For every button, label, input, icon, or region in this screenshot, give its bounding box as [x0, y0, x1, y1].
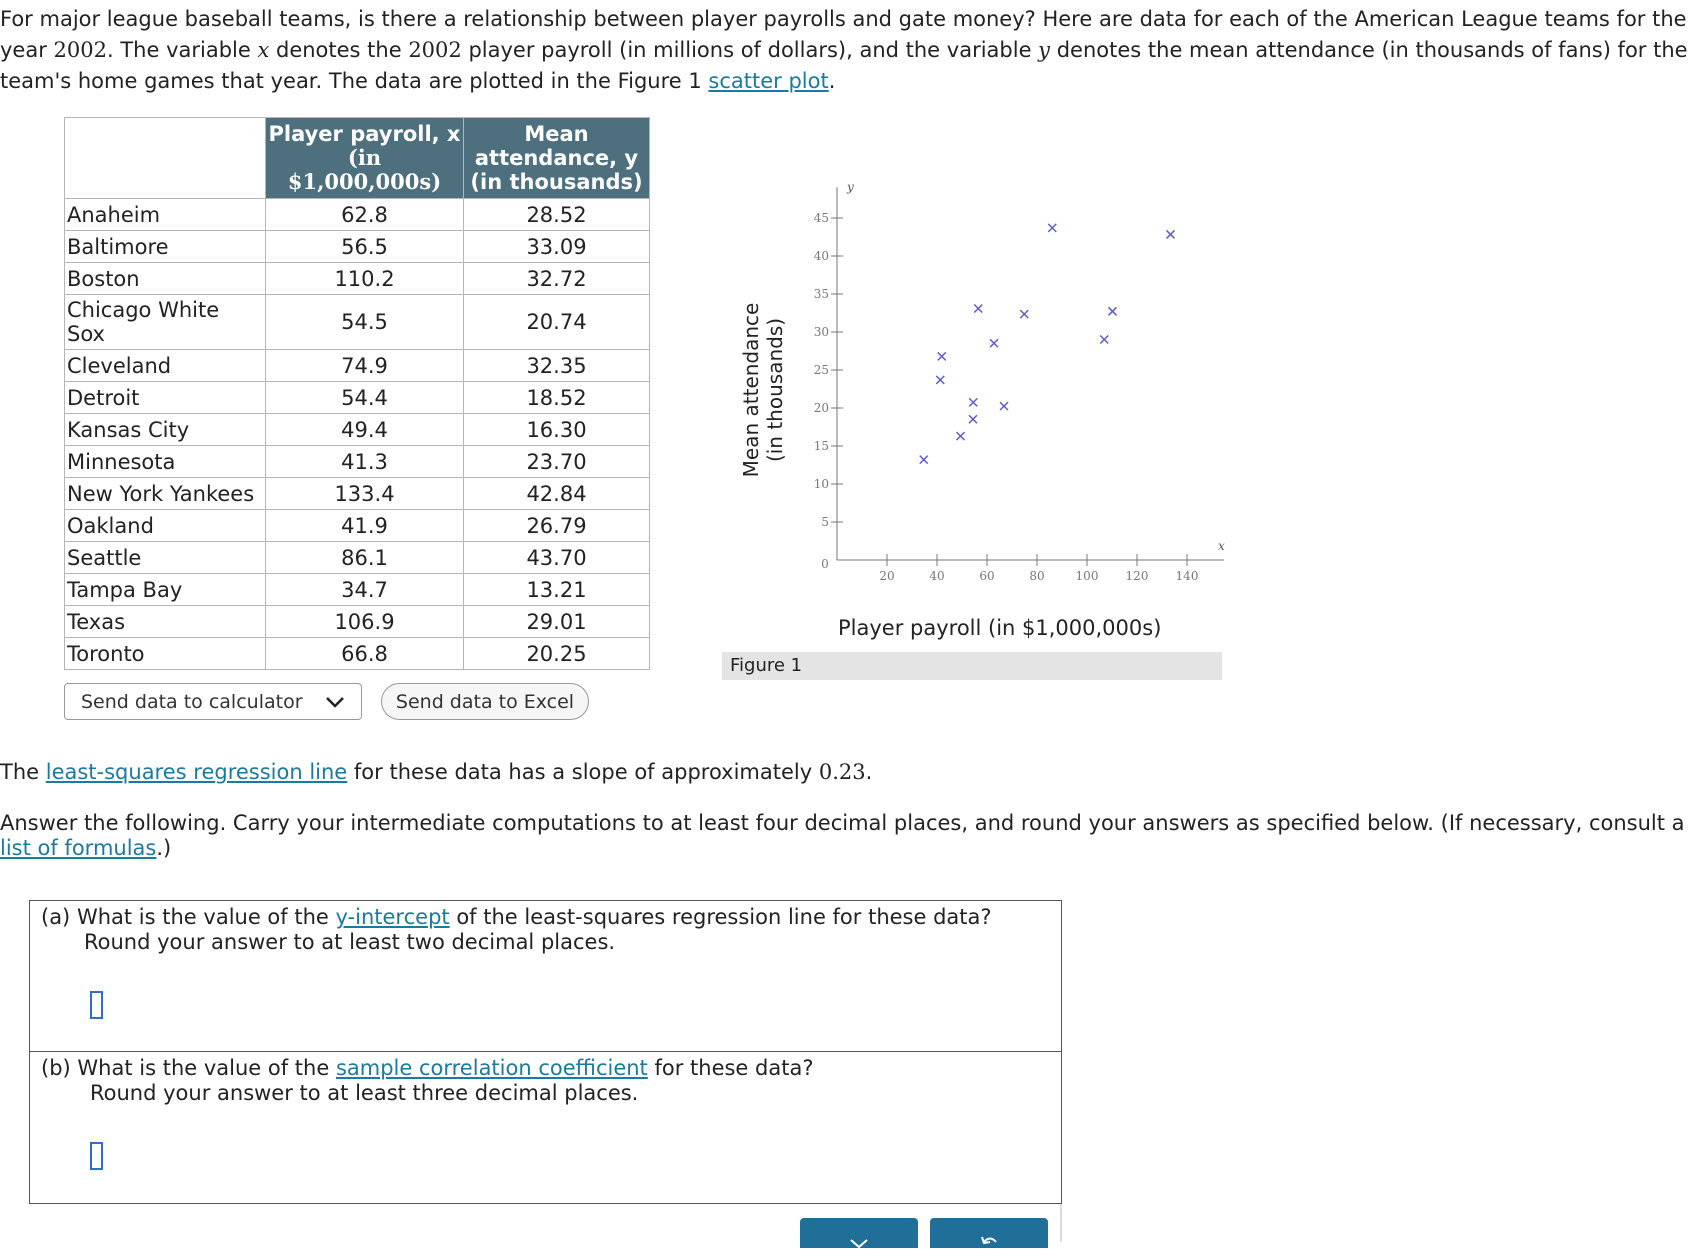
- attendance-cell: 13.21: [464, 574, 650, 606]
- attendance-header-line3: (in thousands): [470, 170, 643, 194]
- question-a-text-part: of the least-squares regression line for these data?: [449, 905, 992, 929]
- table-row: [65, 414, 650, 446]
- clear-button[interactable]: [800, 1218, 918, 1248]
- scatter-point: [990, 339, 998, 347]
- scatter-point: [1020, 310, 1028, 318]
- team-cell: Detroit: [65, 382, 266, 414]
- figure-caption-text: Figure 1: [730, 655, 803, 676]
- send-to-excel-button[interactable]: [381, 683, 589, 720]
- attendance-cell: 33.09: [464, 231, 650, 263]
- x-tick-label: 60: [979, 569, 995, 583]
- question-a-text: [41, 905, 992, 955]
- table-row: [65, 606, 650, 638]
- team-cell: Kansas City: [65, 414, 266, 446]
- chevron-down-icon: [323, 690, 347, 714]
- scatter-point: [1109, 307, 1117, 315]
- table-row: [65, 263, 650, 295]
- y-tick-label: 40: [813, 249, 829, 263]
- scatter-point: [938, 352, 946, 360]
- instructions-text: Answer the following. Carry your intermediate computations to at least four decimal places, and round your answers as specified below. (If necessary, consult a: [0, 811, 1685, 835]
- question-a-panel: [29, 900, 1062, 1052]
- team-cell: Tampa Bay: [65, 574, 266, 606]
- regression-text: The: [0, 760, 46, 784]
- payroll-cell: 110.2: [266, 263, 464, 295]
- scatter-point: [974, 305, 982, 313]
- answer-b-input[interactable]: [90, 1142, 103, 1170]
- question-b-panel: [29, 1051, 1062, 1204]
- attendance-header-line2: attendance, y: [474, 146, 639, 170]
- intro-year: 2002: [53, 38, 107, 62]
- payroll-cell: 56.5: [266, 231, 464, 263]
- attendance-cell: 42.84: [464, 478, 650, 510]
- regression-text: .: [865, 760, 873, 784]
- list-of-formulas-link[interactable]: list of formulas: [0, 836, 157, 860]
- payroll-cell: 34.7: [266, 574, 464, 606]
- attendance-cell: 28.52: [464, 199, 650, 231]
- question-b-text-part: for these data?: [647, 1056, 814, 1080]
- x-tick-label: 120: [1125, 569, 1149, 583]
- problem-intro: [0, 4, 1700, 97]
- y-tick-label: 45: [813, 211, 829, 225]
- attendance-cell: 20.74: [464, 295, 650, 350]
- x-tick-label: 100: [1075, 569, 1099, 583]
- x-tick-label: 40: [929, 569, 945, 583]
- y-tick-label: 5: [821, 515, 829, 529]
- team-cell: Cleveland: [65, 350, 266, 382]
- team-cell: Texas: [65, 606, 266, 638]
- intro-x-variable: x: [257, 38, 270, 62]
- scatter-point: [1100, 336, 1108, 344]
- intro-text: denotes the: [269, 38, 409, 62]
- y-tick-label: 35: [813, 287, 829, 301]
- payroll-cell: 54.5: [266, 295, 464, 350]
- y-intercept-link[interactable]: y-intercept: [335, 905, 450, 929]
- instructions: [0, 811, 1700, 861]
- team-cell: Oakland: [65, 510, 266, 542]
- attendance-cell: 43.70: [464, 542, 650, 574]
- column-header-payroll: [266, 118, 464, 199]
- scatter-plot-link[interactable]: scatter plot: [708, 69, 829, 93]
- payroll-cell: 86.1: [266, 542, 464, 574]
- table-row: [65, 638, 650, 670]
- table-row: [65, 295, 650, 350]
- x-tick-label: 20: [879, 569, 895, 583]
- x-axis-title: [838, 616, 1161, 640]
- table-row: [65, 199, 650, 231]
- x-axis-symbol: x: [1218, 539, 1225, 553]
- payroll-cell: 133.4: [266, 478, 464, 510]
- attendance-cell: 32.72: [464, 263, 650, 295]
- intro-y-variable: y: [1038, 38, 1051, 62]
- attendance-cell: 16.30: [464, 414, 650, 446]
- payroll-header-line2: (in $1,000,000s): [287, 145, 442, 194]
- intro-year: 2002: [408, 38, 462, 62]
- attendance-cell: 26.79: [464, 510, 650, 542]
- table-row: [65, 510, 650, 542]
- payroll-cell: 49.4: [266, 414, 464, 446]
- payroll-cell: 106.9: [266, 606, 464, 638]
- payroll-cell: 41.9: [266, 510, 464, 542]
- payroll-cell: 62.8: [266, 199, 464, 231]
- question-a-text-part: What is the value of the: [76, 905, 336, 929]
- send-to-calculator-label: Send data to calculator: [81, 690, 303, 713]
- scatter-point: [1167, 230, 1175, 238]
- scatter-point: [957, 432, 965, 440]
- x-tick-label: 80: [1029, 569, 1045, 583]
- attendance-cell: 23.70: [464, 446, 650, 478]
- table-corner: [65, 118, 266, 199]
- data-table: [64, 117, 650, 670]
- question-a-instruction: Round your answer to at least two decimal places.: [84, 930, 616, 954]
- send-to-excel-label: Send data to Excel: [395, 690, 575, 713]
- regression-text: for these data has a slope of approximately: [347, 760, 819, 784]
- intro-text: denotes the mean attendance (in thousands of fans) for the team's home games that year. The data are plotted in the Figure 1: [0, 38, 1688, 93]
- team-cell: Seattle: [65, 542, 266, 574]
- table-row: [65, 574, 650, 606]
- scatter-point: [969, 398, 977, 406]
- table-row: [65, 350, 650, 382]
- undo-icon: [930, 1218, 1048, 1248]
- y-axis-symbol: y: [847, 180, 854, 195]
- undo-button[interactable]: [930, 1218, 1048, 1248]
- table-row: [65, 382, 650, 414]
- y-tick-label: 20: [813, 401, 829, 415]
- scatter-plot: [720, 170, 1230, 590]
- attendance-cell: 29.01: [464, 606, 650, 638]
- panel-divider: [1060, 1204, 1062, 1242]
- scatter-point: [1048, 224, 1056, 232]
- regression-statement: [0, 760, 1700, 785]
- origin-label: 0: [821, 557, 829, 571]
- attendance-cell: 18.52: [464, 382, 650, 414]
- question-b-instruction: Round your answer to at least three decimal places.: [90, 1081, 639, 1105]
- intro-text: .: [828, 69, 836, 93]
- team-cell: New York Yankees: [65, 478, 266, 510]
- table-row: [65, 231, 650, 263]
- table-row: [65, 446, 650, 478]
- scatter-point: [1000, 402, 1008, 410]
- intro-text: player payroll (in millions of dollars), and the variable: [461, 38, 1039, 62]
- question-a-label: (a): [41, 905, 71, 929]
- close-icon: [800, 1218, 918, 1248]
- column-header-attendance: [464, 118, 650, 199]
- payroll-cell: 74.9: [266, 350, 464, 382]
- least-squares-link[interactable]: least-squares regression line: [45, 760, 348, 784]
- attendance-cell: 32.35: [464, 350, 650, 382]
- y-axis-title-line1: Mean attendance: [739, 302, 763, 478]
- x-axis-title-text: Player payroll (in $1,000,000s): [838, 616, 1162, 640]
- table-row: [65, 478, 650, 510]
- send-to-calculator-dropdown[interactable]: [64, 683, 362, 720]
- intro-text: For major league baseball teams, is there a relationship between player payrolls and gate money? Here are data for each of the American League teams for the year: [0, 7, 1687, 62]
- attendance-cell: 20.25: [464, 638, 650, 670]
- team-cell: Chicago White Sox: [65, 295, 266, 350]
- payroll-header-line1: Player payroll, x: [268, 122, 461, 146]
- answer-a-input[interactable]: [90, 991, 103, 1019]
- question-b-text: [41, 1056, 813, 1106]
- scatter-point: [969, 415, 977, 423]
- correlation-coefficient-link[interactable]: sample correlation coefficient: [335, 1056, 648, 1080]
- y-tick-label: 25: [813, 363, 829, 377]
- intro-text: . The variable: [106, 38, 258, 62]
- y-axis-title-line2: (in thousands): [763, 317, 787, 463]
- question-b-text-part: What is the value of the: [77, 1056, 336, 1080]
- payroll-cell: 54.4: [266, 382, 464, 414]
- payroll-cell: 66.8: [266, 638, 464, 670]
- y-tick-label: 10: [813, 477, 829, 491]
- team-cell: Boston: [65, 263, 266, 295]
- table-row: [65, 542, 650, 574]
- instructions-text: .): [156, 836, 172, 860]
- question-b-label: (b): [41, 1056, 71, 1080]
- y-tick-label: 30: [813, 325, 829, 339]
- team-cell: Minnesota: [65, 446, 266, 478]
- figure-caption: [722, 652, 1222, 680]
- team-cell: Toronto: [65, 638, 266, 670]
- x-tick-label: 140: [1175, 569, 1199, 583]
- team-cell: Anaheim: [65, 199, 266, 231]
- y-tick-label: 15: [813, 439, 829, 453]
- slope-value: 0.23: [818, 760, 866, 784]
- attendance-header-line1: Mean: [524, 122, 589, 146]
- scatter-point: [936, 376, 944, 384]
- scatter-point: [920, 456, 928, 464]
- team-cell: Baltimore: [65, 231, 266, 263]
- payroll-cell: 41.3: [266, 446, 464, 478]
